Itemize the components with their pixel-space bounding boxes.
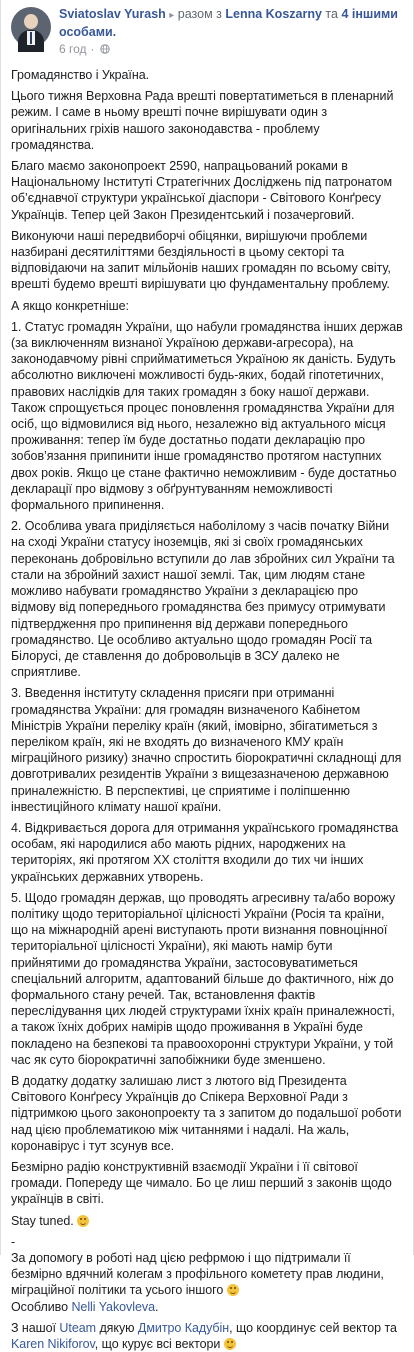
avatar[interactable]: [11, 7, 51, 47]
especially-suffix: .: [155, 1299, 159, 1314]
post-paragraph-8: 4. Відкривається дорога для отримання українського громадянства особам, які народилися або мають рідних, народжених на територіях, які протягом ХХ століття входили до тих чи інших українських державних утворень.: [11, 820, 399, 884]
post-paragraph-3: Виконуючи наші передвиборчі обіцянки, вирішуючи проблеми назбирані десятиліттями бездіяльності в цьому секторі та відповідаючи на запит мільйонів наших громадян по всьому світу, врешті будемо врешті вирішувати цю фундаментальну проблему.: [11, 228, 391, 292]
post-body: [11, 67, 404, 1352]
stay-tuned-text: Stay tuned.: [11, 1213, 74, 1228]
meta-separator: ·: [90, 42, 95, 56]
post-time-link[interactable]: 6 год: [59, 42, 87, 56]
arrow-right-icon: ▸: [169, 10, 175, 21]
post-header: [11, 6, 404, 57]
post-paragraph-1: Цього тижня Верховна Рада врешті повертатиметься в пленарний режим. І саме в ньому врешті почне вирішувати один з оригінальних гріхів нашого законодавства - проблему громадянства.: [11, 89, 394, 152]
post-paragraph-5: 1. Статус громадян України, що набули громадянства інших держав (за виключенням визнаної Україною держави-агресора), на законодавчому рівні сприйматиметься Україною як даність. Будуть абсолютно виключені можливості будь-яких, бодай гіпотетичних, правових наслідків для таких громадян з боку нашої держави. Також спрощується процес поновлення громадянства України для осіб, що відмовилися від нього, незалежно від актуального місця проживання: тепер їм буде достатньо подати декларацію про зобов’язання припинити інше громадянство протягом наступних двох років. Якщо це стане фактично неможливим - буде достатньо декларації про відмову з обґрунтуванням неможливості формального припинення.: [11, 319, 403, 513]
thanks-word: дякую: [99, 1320, 135, 1335]
smile-emoji-icon: [224, 1338, 236, 1350]
karen-nikiforov-link[interactable]: Karen Nikiforov: [11, 1337, 95, 1352]
post-paragraph-13: [11, 1250, 404, 1299]
post-paragraph-15: [11, 1320, 404, 1352]
post-paragraph-12: [11, 1213, 404, 1229]
coordinates-text: , що координує сей вектор та: [229, 1320, 397, 1335]
post-paragraph-2: Благо маємо законопроект 2590, напрацьований роками в Національному Інституті Стратегічних Досліджень під патронатом об’єднавчої структури української діаспори - Світового Конґресу Українців. Тепер цей Закон Президентський і позачерговий.: [11, 159, 393, 222]
post-paragraph-11: Безмірно радію конструктивній взаємодії України і її світової громади. Попереду ще чимало. Бо це лиш перший з законів щодо українців в світі.: [11, 1160, 392, 1207]
post-paragraph-14: [11, 1299, 404, 1315]
uteam-prefix: З нашої: [11, 1320, 56, 1335]
tagged-others-link[interactable]: 4 іншими особами.: [59, 7, 398, 39]
dash-divider: -: [11, 1234, 16, 1249]
especially-prefix: Особливо: [11, 1299, 68, 1314]
with-prefix: разом з: [177, 7, 222, 21]
post-meta: [59, 41, 404, 57]
curates-text: , що курує всі вектори: [94, 1337, 221, 1352]
tagged-person-link[interactable]: Lenna Koszarny: [225, 7, 322, 21]
post-paragraph-10: В додатку додатку залишаю лист з лютого від Президента Світового Конґресу Українців до Спікера Верховної Ради з підтримкою цього законопроекту та з запитом до подальшої роботи над цією проблематикою між читаннями і надалі. На жаль, коронавірус і тут зсунув все.: [11, 1073, 402, 1153]
nelli-yakovleva-link[interactable]: Nelli Yakovleva: [71, 1299, 155, 1314]
thanks-text: За допомогу в роботі над цією рефрмою і що підтримали її безмірно вдячний колегам з профільного кометету прав людини, міграційної політики та усього іншого: [11, 1251, 384, 1298]
post-paragraph-6: 2. Особлива увага приділяється наболілому з часів початку Війни на сході України статусу іноземців, які зі своїх громадянських переконань добровільно вступили до лав збройних сил України та стали на збройний захист нашої землі. Так, цим людям стане можливо набувати громадянство України з декларацією про відмову від попереднього громадянства без примусу отримувати підтвердження про припинення від держави попереднього громадянство. Це особливо актуально щодо громадян Росії та Білорусі, де ставлення до добровольців в ЗСУ далеко не сприятливе.: [11, 519, 395, 680]
tagged-connector: та: [325, 7, 338, 21]
smile-emoji-icon: [77, 1215, 89, 1227]
globe-icon[interactable]: [100, 44, 110, 54]
post-byline: [59, 6, 404, 57]
author-name-link[interactable]: Sviatoslav Yurash: [59, 7, 166, 21]
post-paragraph-7: 3. Введення інституту складення присяги при отриманні громадянства України: для громадян визначеного Кабінетом Міністрів України переліку країн (який, імовірно, збігатиметься з переліком країн, які не входять до визначеного КМУ країн міграційного ризику) значно спростить біорократичні складнощі для довготривалих резидентів України з вищезазначеною державною приналежністю. В перспективі, це сприятиме і поліпшенню інвестиційного клімату нашої країни.: [11, 686, 402, 814]
post-paragraph-4: А якщо конкретніше:: [11, 298, 129, 313]
smile-emoji-icon: [227, 1284, 239, 1296]
post-paragraph-9: 5. Щодо громадян держав, що проводять агресивну та/або ворожу політику щодо територіальної цілісності України (Росія та країни, що на міжнародній арені виступають проти визнання повноцінної територіальної цілісності України), які мають намір бути прийнятими до громадянства України, застосовуватиметься спеціальний алгоритм, адаптований більше до фактичного, ніж до формального стану речей. Так, встановлення фактів переслідування цих людей структурами їхніх країн приналежності, а також їхніх добрих намірів щодо проживання в Україні буде покладено на безпекові та правоохоронні структури України, у той час як суто біорократичні запобіжники буде зменшено.: [11, 890, 396, 1067]
dmytro-kadubin-link[interactable]: Дмитро Кадубін: [137, 1320, 230, 1335]
uteam-link[interactable]: Uteam: [59, 1320, 96, 1335]
post-title: Громадянство і Україна.: [11, 68, 150, 82]
